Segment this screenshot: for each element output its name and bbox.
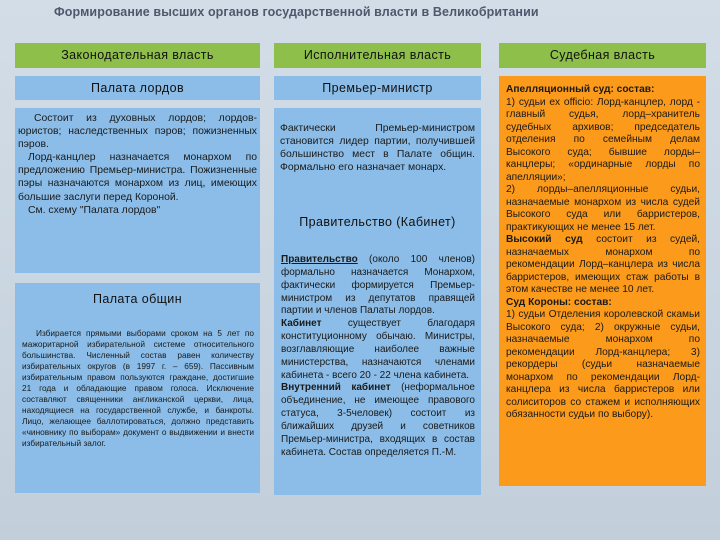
commons-paragraph: Избирается прямыми выборами сроком на 5 лет по мажоритарной избирательной системе относительного большинства. Численный состав равен количеству избирательных округов (в 1997 г. – 659). Пассивным избирательным правом пользуются граждане, достигшие 21 года и обладающие правом голоса. Исключение составляют священники англиканской церкви, лица, находящиеся на государственной службе, и банкроты. Лицо, желающее баллотироваться, должно представить «чиновнику по выборам» документ о выдвижении и внести избирательный залог. [22, 328, 254, 448]
cabinet-paragraph [281, 318, 475, 382]
executive-header: Исполнительная власть [274, 43, 481, 68]
lords-paragraph-composition: Состоит из духовных лордов; лордов-юристов; наследственных пэров; пожизненных пэров. [18, 113, 257, 151]
appeal-paragraph-2: 2) лорды–апелляционные судьи, назначаемые монархом из числа судей Высокого суда или барристеров, практикующих не менее 15 лет. [506, 184, 700, 233]
high-court-text: состоит из судей, назначаемых монархом по рекомендации Лорд–канцлера из числа барристеров, имеющих стаж работы в этом качестве не менее 10 лет. [506, 234, 701, 295]
high-court-term: Высокий суд [506, 234, 583, 245]
inner-cabinet-term: Внутренний кабинет [281, 382, 391, 394]
judicial-description [499, 76, 706, 486]
pm-description [280, 122, 475, 174]
cabinet-text: существует благодаря конституционному обычаю. Министры, возглавляющие наиболее важные министерства, назначаются членами кабинета - всего 20 - 22 члена кабинета. [281, 318, 475, 381]
judicial-header: Судебная власть [499, 43, 706, 68]
cabinet-term: Кабинет [281, 318, 322, 330]
inner-cabinet-paragraph [281, 382, 475, 459]
commons-description [22, 328, 256, 449]
page-title: Формирование высших органов государственной власти в Великобритании [54, 5, 539, 19]
lords-description [15, 108, 260, 273]
appeal-paragraph-1: 1) судьи ex officio: Лорд-канцлер, лорд - главный судья, лорд–хранитель судебных архивов; председатель отделения по семейным делам Высокого суда; бывшие лорды–канцлеры; «ординарные лорды по апелляции»; [506, 96, 700, 183]
government-description [274, 250, 481, 495]
appeal-title-text: Апелляционный суд: состав: [506, 84, 655, 95]
lords-paragraph-appointment: Лорд-канцлер назначается монархом по предложению Премьер-министра. Пожизненные пэры назначаются монархом из лиц, имеющих большие заслуги перед Короной. [18, 152, 257, 203]
crown-title [506, 297, 700, 310]
executive-panel [274, 108, 481, 250]
government-paragraph [281, 254, 475, 318]
commons-panel [15, 283, 260, 493]
high-court-paragraph [506, 234, 700, 297]
pm-header: Премьер-министр [274, 76, 481, 100]
appeal-title [506, 84, 700, 97]
commons-header: Палата общин [93, 292, 182, 306]
lords-paragraph-see-scheme: См. схему "Палата лордов" [28, 204, 161, 216]
crown-court-text: 1) судьи Отделения королевской скамьи Высокого суда; 2) окружные судьи, назначаемые монархом по рекомендации Лорд-канцлера; 3) рекордеры (судьи назначаемые монархом по рекомендации Лорд-канцлера из числа барристеров или солиситоров со стажем и исполняющих обязанности судьи по выбору). [506, 309, 700, 420]
government-header: Правительство (Кабинет) [299, 215, 456, 229]
lords-header: Палата лордов [15, 76, 260, 100]
government-text: (около 100 членов) формально назначается Монархом, фактически формируется Премьер-министром из депутатов правящей партии и членов Палаты лордов. [281, 254, 475, 317]
crown-title-text: Суд Короны: состав: [506, 296, 612, 308]
inner-cabinet-text: (неформальное объединение, не имеющее правового статуса, 3-5человек) состоит из ближайших друзей и советников Премьер-министра, входящих в состав кабинета. Состав определяется П.-М. [281, 382, 475, 458]
government-term: Правительство [281, 254, 358, 265]
pm-text: Фактически Премьер-министром становится лидер партии, получившей большинство мест в Палате общин. Формально его назначает монарх. [280, 123, 475, 173]
legislative-header: Законодательная власть [15, 43, 260, 68]
